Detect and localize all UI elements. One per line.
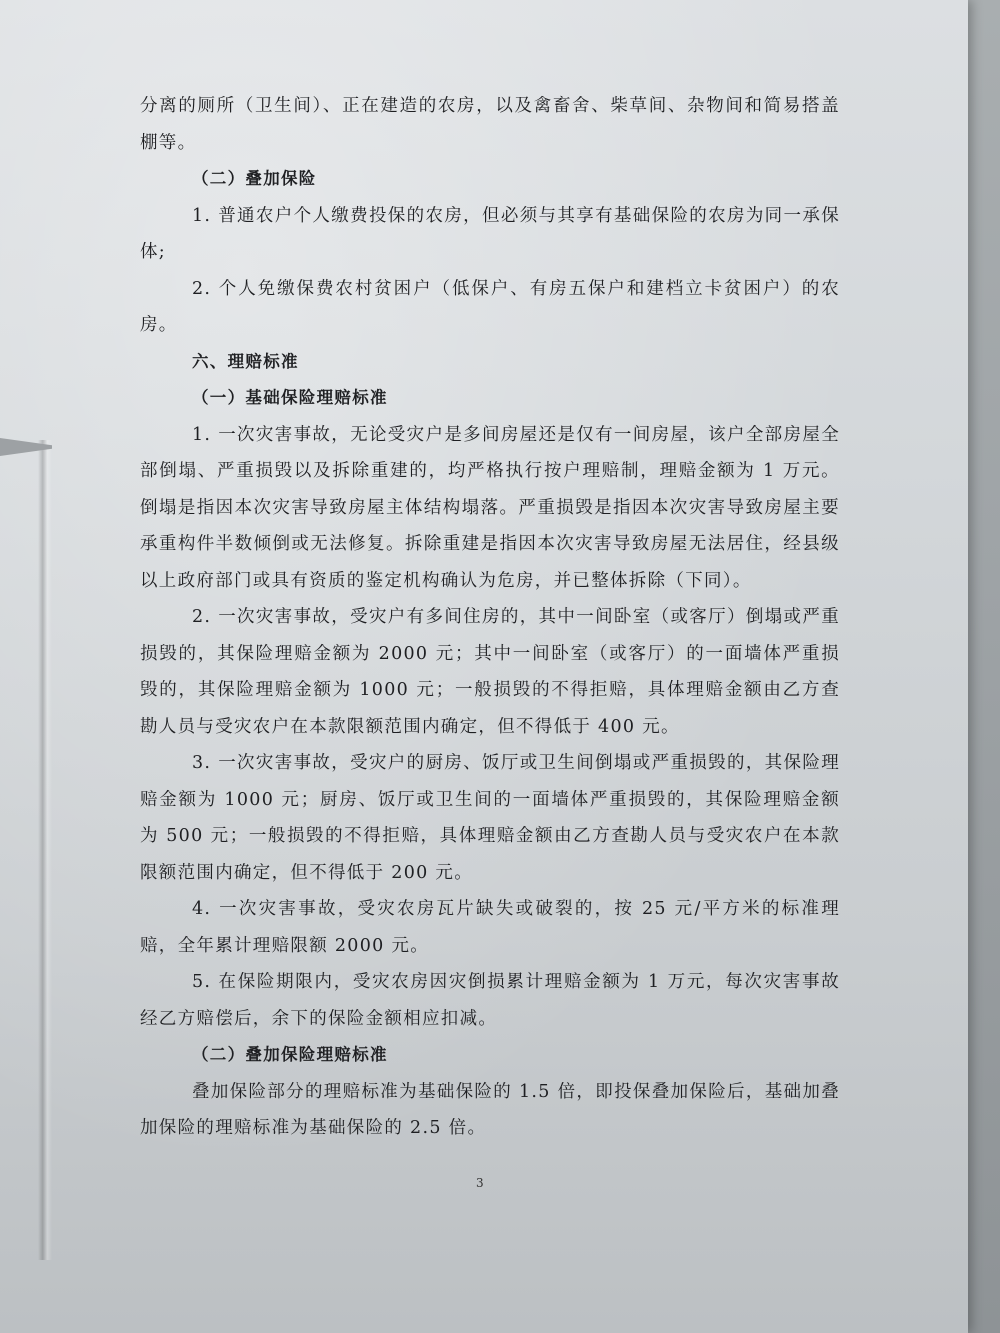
document-body	[140, 88, 840, 1147]
subheading-basic-claims: （一）基础保险理赔标准	[192, 388, 388, 407]
paragraph-continuation: 分离的厕所（卫生间）、正在建造的农房，以及禽畜舍、柴草间、杂物间和简易搭盖棚等。	[140, 96, 840, 153]
paper-fold	[38, 440, 52, 1260]
section-heading-overlay-insurance: （二）叠加保险	[192, 169, 317, 188]
paragraph-claims-rule-3: 3. 一次灾害事故，受灾户的厨房、饭厅或卫生间倒塌或严重损毁的，其保险理赔金额为 1000 元；厨房、饭厅或卫生间的一面墙体严重损毁的，其保险理赔金额为 500 元；一般损毁的不得拒赔，具体理赔金额由乙方查勘人员与受灾农户在本款限额范围内确定，但不得低于 200 元。	[140, 753, 840, 883]
paragraph-overlay-item-1: 1. 普通农户个人缴费投保的农房，但必须与其享有基础保险的农房为同一承保体;	[140, 205, 840, 262]
paragraph-overlay-claims-standard: 叠加保险部分的理赔标准为基础保险的 1.5 倍，即投保叠加保险后，基础加叠加保险的理赔标准为基础保险的 2.5 倍。	[140, 1081, 840, 1138]
paragraph-claims-rule-1: 1. 一次灾害事故，无论受灾户是多间房屋还是仅有一间房屋，该户全部房屋全部倒塌、严重损毁以及拆除重建的，均严格执行按户理赔制，理赔金额为 1 万元。倒塌是指因本次灾害导致房屋主体结构塌落。严重损毁是指因本次灾害导致房屋主要承重构件半数倾倒或无法修复。拆除重建是指因本次灾害导致房屋无法居住，经县级以上政府部门或具有资质的鉴定机构确认为危房，并已整体拆除（下同）。	[140, 424, 840, 591]
paragraph-overlay-item-2: 2. 个人免缴保费农村贫困户（低保户、有房五保户和建档立卡贫困户）的农房。	[140, 278, 840, 335]
paragraph-claims-rule-5: 5. 在保险期限内，受灾农房因灾倒损累计理赔金额为 1 万元，每次灾害事故经乙方赔偿后，余下的保险金额相应扣减。	[140, 972, 840, 1029]
section-heading-claims-standard: 六、理赔标准	[192, 351, 299, 371]
paragraph-claims-rule-4: 4. 一次灾害事故，受灾农房瓦片缺失或破裂的，按 25 元/平方米的标准理赔，全年累计理赔限额 2000 元。	[140, 899, 840, 956]
paragraph-claims-rule-2: 2. 一次灾害事故，受灾户有多间住房的，其中一间卧室（或客厅）倒塌或严重损毁的，其保险理赔金额为 2000 元；其中一间卧室（或客厅）的一面墙体严重损毁的，其保险理赔金额为 1000 元；一般损毁的不得拒赔，具体理赔金额由乙方查勘人员与受灾农户在本款限额范围内确定，但不得低于 400 元。	[140, 607, 840, 737]
page-number: 3	[476, 1176, 484, 1190]
subheading-overlay-claims: （二）叠加保险理赔标准	[192, 1045, 388, 1064]
